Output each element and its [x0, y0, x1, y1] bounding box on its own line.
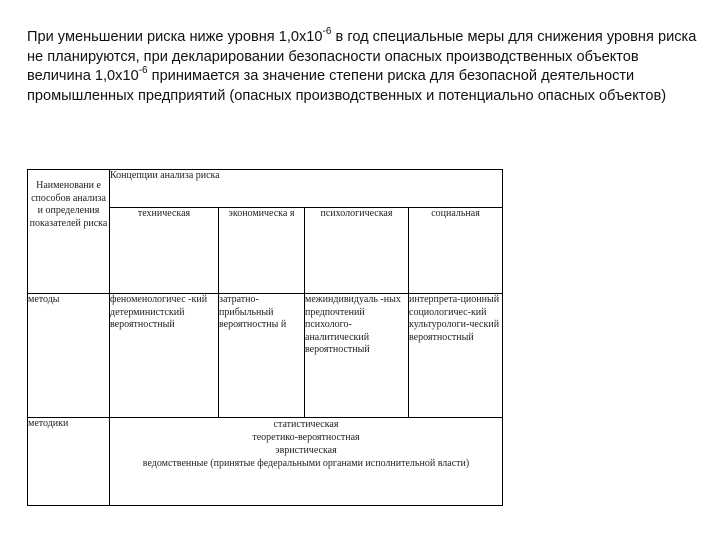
technique-probabilistic: теоретико-вероятностная [252, 432, 360, 443]
concept-technical: техническая [110, 208, 219, 294]
methods-name-header: Наименовани е способов анализа и определения показателей риска [28, 170, 110, 294]
techniques-row [28, 418, 503, 506]
intro-text-1: При уменьшении риска ниже уровня 1,0х10 [27, 29, 323, 45]
concept-psychological: психологическая [305, 208, 409, 294]
method-technical: феноменологичес -кий детерминистский вероятностный [110, 294, 219, 418]
intro-text-2: в год специальные меры для снижения уровня риска не планируются, при декларировании безопасности опасных производственных объектов величина 1,0х10 [27, 29, 697, 84]
concepts-header: Концепции анализа риска [110, 170, 503, 208]
methods-label: методы [28, 294, 110, 418]
table-header-row [28, 170, 503, 208]
risk-analysis-table [27, 169, 503, 506]
intro-paragraph [27, 28, 697, 106]
technique-heuristic: эвристическая [275, 445, 337, 456]
concept-social: социальная [409, 208, 503, 294]
intro-text-3: принимается за значение степени риска для безопасной деятельности промышленных предприятий (опасных производственных и потенциально опасных объектов) [27, 68, 667, 104]
concept-economic: экономическа я [219, 208, 305, 294]
technique-statistical: статистическая [273, 419, 339, 430]
methods-row [28, 294, 503, 418]
techniques-label: методики [28, 418, 110, 506]
method-social: интерпрета-ционный социологичес-кий культурологи-ческий вероятностный [409, 294, 503, 418]
intro-exponent-1: -6 [322, 26, 332, 38]
intro-exponent-2: -6 [138, 65, 148, 77]
method-psychological: межиндивидуаль -ных предпочтений психолого-аналитический вероятностный [305, 294, 409, 418]
method-economic: затратно-прибыльный вероятностны й [219, 294, 305, 418]
technique-departmental: ведомственные (принятые федеральными органами исполнительной власти) [142, 458, 470, 469]
techniques-list [110, 418, 503, 506]
